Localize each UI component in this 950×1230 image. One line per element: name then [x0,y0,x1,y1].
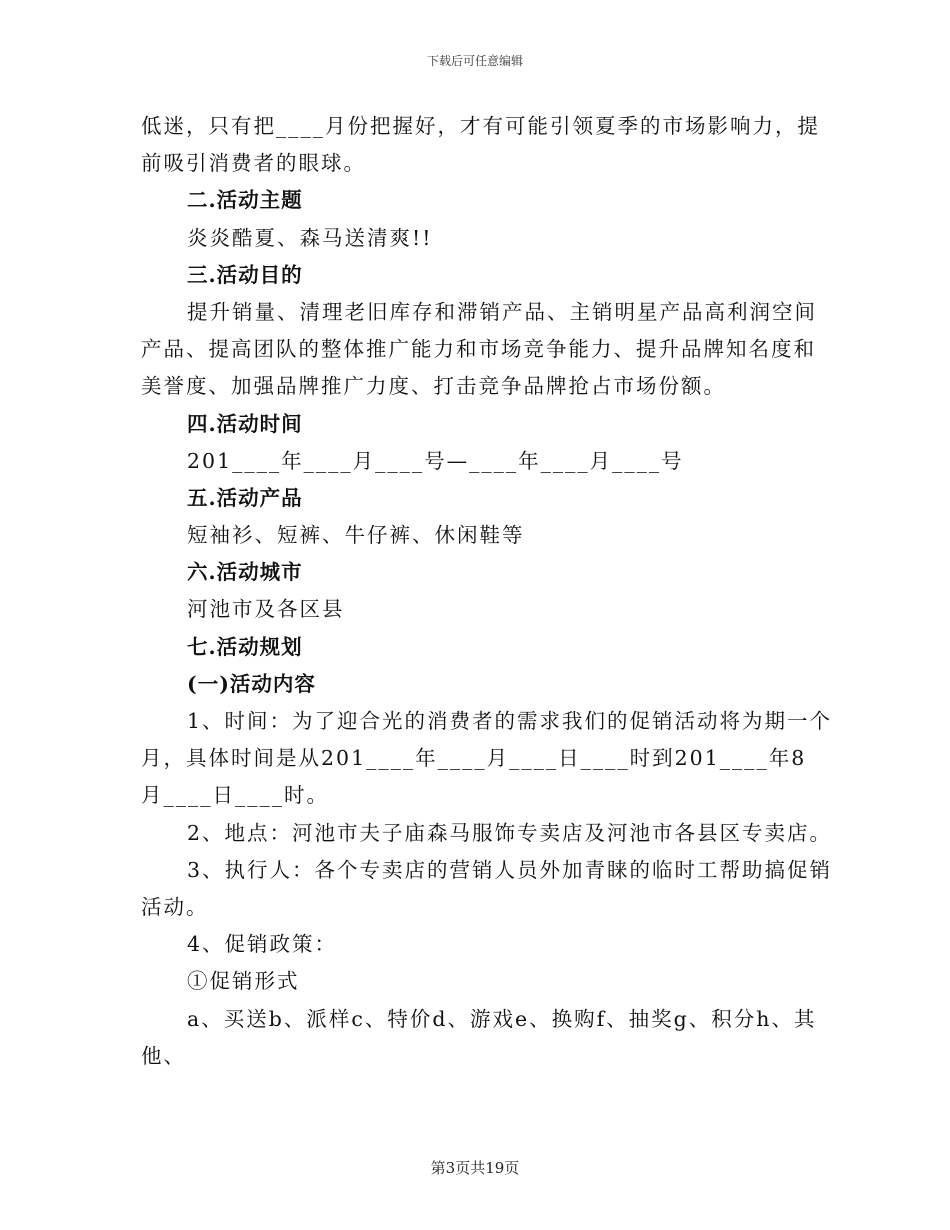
section-heading: 四.活动时间 [187,411,303,436]
body-text: 提升销量、清理老旧库存和滞销产品、主销明星产品高利润空间 [187,299,817,324]
body-text: ①促销形式 [187,969,300,994]
body-text: 炎炎酷夏、森马送清爽!! [187,225,433,250]
section-heading: 五.活动产品 [187,485,303,510]
section-heading: 六.活动城市 [187,560,303,585]
body-text: 前吸引消费者的眼球。 [141,151,366,176]
body-text: 2、地点：河池市夫子庙森马服饰专卖店及河池市各县区专卖店。 [187,820,833,845]
body-text: 河池市及各区县 [187,597,345,622]
body-text: 活动。 [141,894,209,919]
body-text: 短袖衫、短裤、牛仔裤、休闲鞋等 [187,523,525,548]
body-text: 4、促销政策： [187,932,338,957]
body-text: 201____年____月____号—____年____月____号 [187,448,684,473]
page-number: 第3页共19页 [430,1159,520,1177]
section-heading: 三.活动目的 [187,262,303,287]
body-text: 他、 [141,1043,186,1068]
body-text: 美誉度、加强品牌推广力度、打击竞争品牌抢占市场份额。 [141,374,726,399]
body-text: 产品、提高团队的整体推广能力和市场竞争能力、提升品牌知名度和 [141,337,816,362]
body-text: 低迷，只有把____月份把握好，才有可能引领夏季的市场影响力，提 [141,114,820,138]
body-text: 1、时间：为了迎合光的消费者的需求我们的促销活动将为期一个 [187,709,833,733]
page-header: 下载后可任意编辑 [426,54,523,68]
body-text: 3、执行人：各个专卖店的营销人员外加青睐的临时工帮助搞促销 [187,857,833,882]
section-heading: 七.活动规划 [187,634,303,659]
body-text: a、买送b、派样c、特价d、游戏e、换购f、抽奖g、积分h、其 [187,1006,817,1031]
document-body [141,108,833,1075]
section-heading: 二.活动主题 [187,188,303,213]
subsection-heading: (一)活动内容 [187,671,316,696]
body-text: 月____日____时。 [141,783,329,808]
body-text: 月，具体时间是从201____年____月____日____时到201____年8 [141,746,807,771]
